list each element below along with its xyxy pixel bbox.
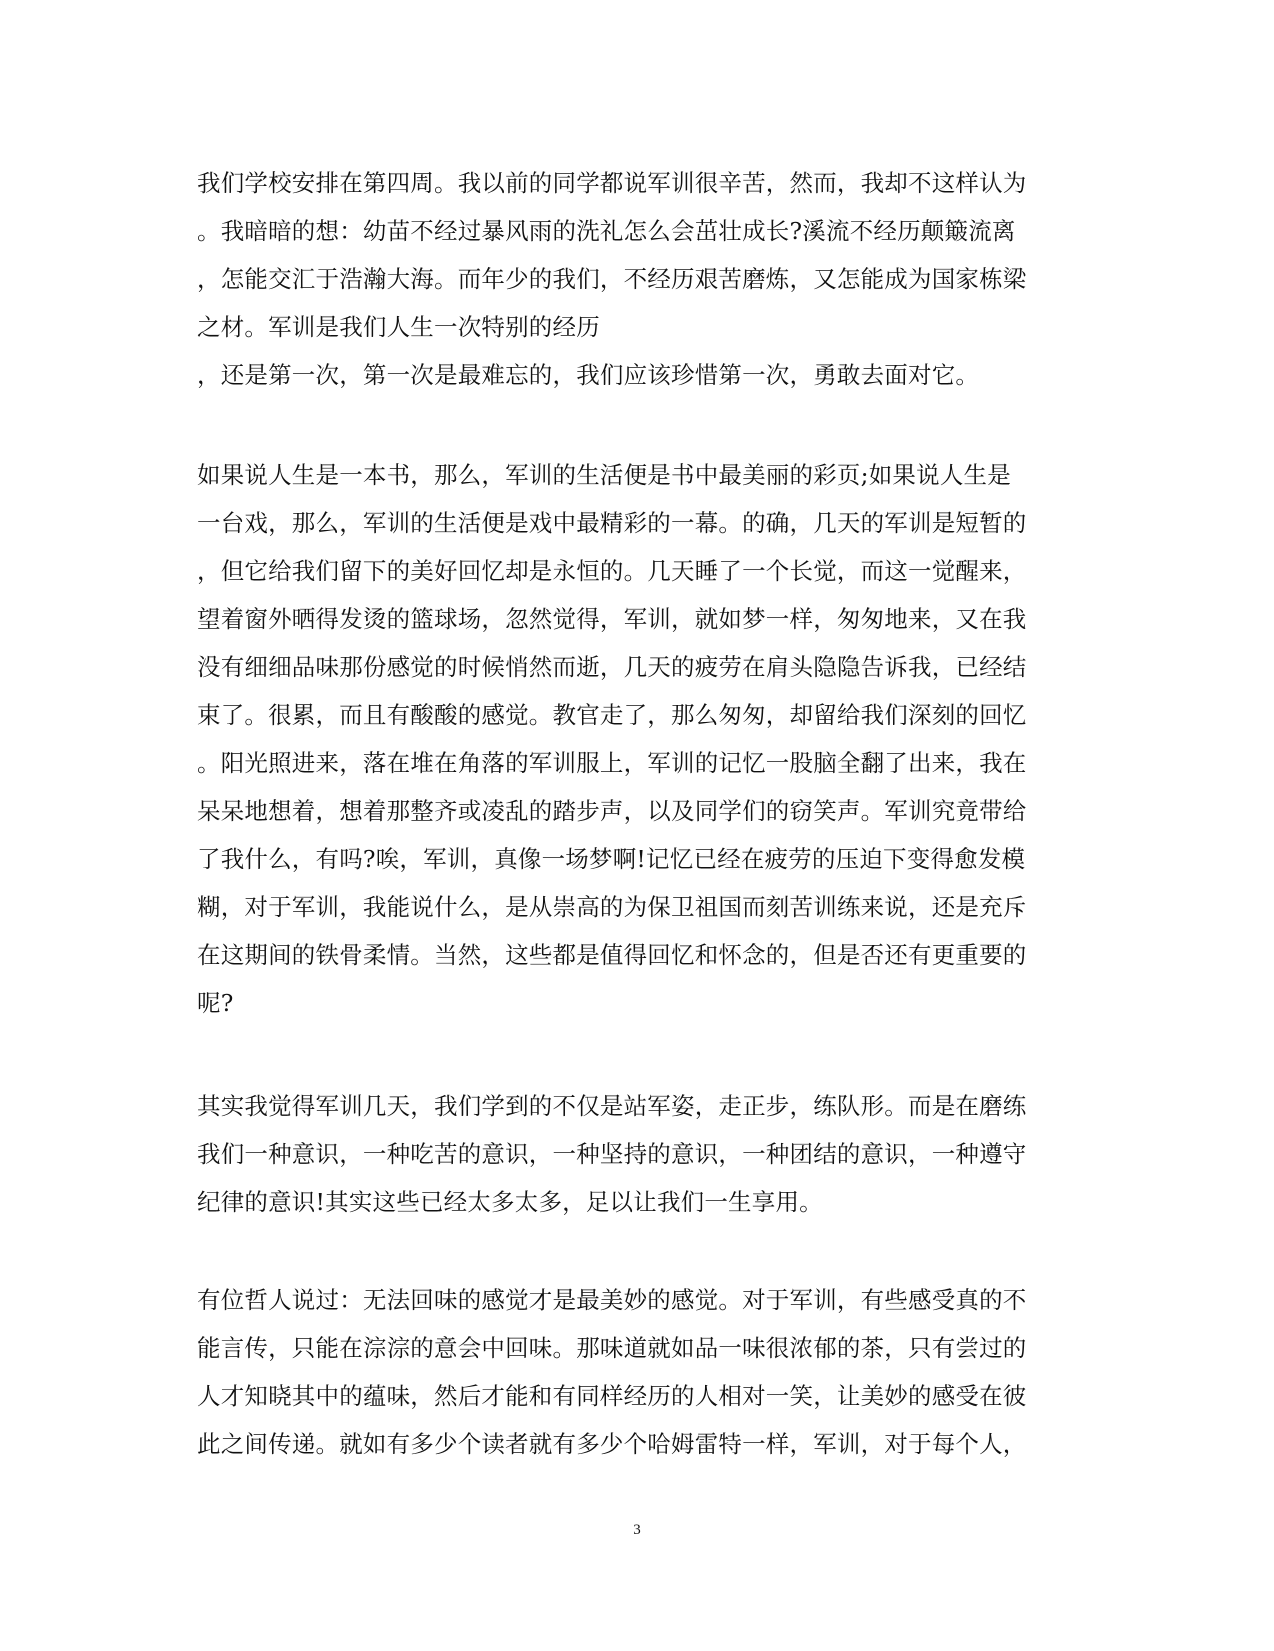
text-line: 糊，对于军训，我能说什么，是从崇高的为保卫祖国而刻苦训练来说，还是充斥 (197, 893, 1027, 921)
text-line: 一台戏，那么，军训的生活便是戏中最精彩的一幕。的确，几天的军训是短暂的 (197, 509, 1027, 537)
text-line: ，怎能交汇于浩瀚大海。而年少的我们，不经历艰苦磨炼，又怎能成为国家栋梁 (197, 265, 1027, 293)
text-line: 呢? (197, 989, 234, 1017)
text-line: 我们学校安排在第四周。我以前的同学都说军训很辛苦，然而，我却不这样认为 (197, 169, 1027, 197)
paragraph (197, 1082, 1077, 1226)
text-line: 束了。很累，而且有酸酸的感觉。教官走了，那么匆匆，却留给我们深刻的回忆 (197, 701, 1027, 729)
text-line: 。我暗暗的想：幼苗不经过暴风雨的洗礼怎么会茁壮成长?溪流不经历颠簸流离 (197, 217, 1016, 245)
paragraph (197, 159, 1077, 399)
text-line: 人才知晓其中的蕴味，然后才能和有同样经历的人相对一笑，让美妙的感受在彼 (197, 1382, 1027, 1410)
paragraph (197, 1276, 1077, 1468)
text-line: 了我什么，有吗?唉，军训，真像一场梦啊!记忆已经在疲劳的压迫下变得愈发模 (197, 845, 1026, 873)
text-line: ，还是第一次，第一次是最难忘的，我们应该珍惜第一次，勇敢去面对它。 (197, 361, 980, 389)
text-line: 在这期间的铁骨柔情。当然，这些都是值得回忆和怀念的，但是否还有更重要的 (197, 941, 1027, 969)
text-line: 之材。军训是我们人生一次特别的经历 (197, 313, 600, 341)
page-number: 3 (633, 1522, 641, 1538)
text-line: 望着窗外晒得发烫的篮球场，忽然觉得，军训，就如梦一样，匆匆地来，又在我 (197, 605, 1027, 633)
text-line: 此之间传递。就如有多少个读者就有多少个哈姆雷特一样，军训，对于每个人， (197, 1430, 1027, 1458)
text-line: 有位哲人说过：无法回味的感觉才是最美妙的感觉。对于军训，有些感受真的不 (197, 1286, 1027, 1314)
text-line: ，但它给我们留下的美好回忆却是永恒的。几天睡了一个长觉，而这一觉醒来， (197, 557, 1027, 585)
paragraph (197, 451, 1077, 1027)
text-line: 呆呆地想着，想着那整齐或凌乱的踏步声，以及同学们的窃笑声。军训究竟带给 (197, 797, 1027, 825)
text-line: 能言传，只能在淙淙的意会中回味。那味道就如品一味很浓郁的茶，只有尝过的 (197, 1334, 1027, 1362)
text-line: 纪律的意识!其实这些已经太多太多，足以让我们一生享用。 (197, 1188, 823, 1216)
text-line: 。阳光照进来，落在堆在角落的军训服上，军训的记忆一股脑全翻了出来，我在 (197, 749, 1027, 777)
text-line: 我们一种意识，一种吃苦的意识，一种坚持的意识，一种团结的意识，一种遵守 (197, 1140, 1027, 1168)
text-line: 如果说人生是一本书，那么，军训的生活便是书中最美丽的彩页;如果说人生是 (197, 461, 1011, 489)
text-line: 没有细细品味那份感觉的时候悄然而逝，几天的疲劳在肩头隐隐告诉我，已经结 (197, 653, 1027, 681)
text-line: 其实我觉得军训几天，我们学到的不仅是站军姿，走正步，练队形。而是在磨练 (197, 1092, 1027, 1120)
